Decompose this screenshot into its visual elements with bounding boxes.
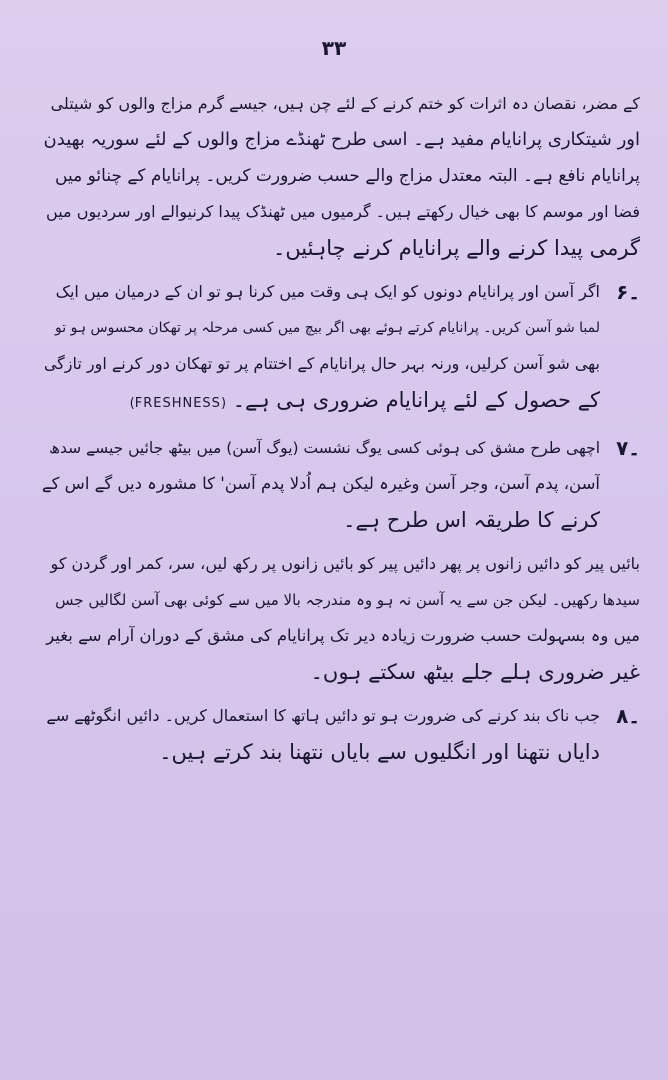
text-line: دایاں نتھنا اور انگلیوں سے بایاں نتھنا بند کرتے ہیں۔ bbox=[159, 740, 600, 764]
list-item-6 bbox=[40, 274, 640, 422]
text-line-freshness bbox=[40, 382, 600, 422]
page-number: ۳۳ bbox=[321, 36, 347, 60]
list-item-7 bbox=[40, 430, 640, 538]
freshness-english-term: (FRESHNESS) bbox=[129, 396, 227, 411]
text-line: اور شیتکاری پرانایام مفید ہے۔ اسی طرح ٹھنڈے مزاج والوں کے لئے سوریہ بھیدن bbox=[43, 129, 640, 150]
text-line: کرنے کا طریقہ اس طرح ہے۔ bbox=[343, 508, 600, 532]
list-item-8 bbox=[40, 698, 640, 770]
text-line: اچھی طرح مشق کی ہوئی کسی یوگ نشست (یوگ آسن) میں بیٹھ جائیں جیسے سدھ bbox=[49, 439, 600, 457]
text-line: آسن، پدم آسن، وجر آسن وغیرہ لیکن ہم اُدلا پدم آسن' کا مشورہ دیں گے اس کے bbox=[41, 474, 600, 493]
text-line: غیر ضروری ہلے جلے بیٹھ سکتے ہوں۔ bbox=[310, 660, 640, 684]
item-number: ۸۔ bbox=[616, 704, 640, 728]
text-line: اگر آسن اور پرانایام دونوں کو ایک ہی وقت میں کرنا ہو تو ان کے درمیان میں ایک bbox=[55, 282, 600, 301]
text-line: لمبا شو آسن کریں۔ پرانایام کرتے ہوئے بھی اگر بیچ میں کسی مرحلہ پر تھکان محسوس ہو تو bbox=[55, 320, 600, 336]
paragraph-posture bbox=[40, 546, 640, 690]
item-number: ۷۔ bbox=[616, 436, 640, 460]
text-line: جب ناک بند کرنے کی ضرورت ہو تو دائیں ہاتھ کا استعمال کریں۔ دائیں انگوٹھے سے bbox=[46, 706, 600, 725]
text-line: فضا اور موسم کا بھی خیال رکھتے ہیں۔ گرمیوں میں ٹھنڈک پیدا کرنیوالے اور سردیوں میں bbox=[46, 202, 640, 221]
page-body bbox=[40, 86, 640, 778]
text-line: پرانایام نافع ہے۔ البتہ معتدل مزاج والے حسب ضرورت کریں۔ پرانایام کے چنائو میں bbox=[55, 166, 640, 186]
text-line: بائیں پیر کو دائیں زانوں پر پھر دائیں پیر کو بائیں زانوں پر رکھ لیں، سر، کمر اور گردن کو bbox=[50, 554, 640, 573]
text-line: میں وہ بسہولت حسب ضرورت زیادہ دیر تک پرانایام کی مشق کے دوران آرام سے بغیر bbox=[46, 626, 640, 645]
paragraph-intro bbox=[40, 86, 640, 266]
text-line: سیدھا رکھیں۔ لیکن جن سے یہ آسن نہ ہو وہ مندرجہ بالا میں سے کوئی بھی آسن لگالیں جس bbox=[55, 591, 640, 609]
text-line: کے مضر، نقصان دہ اثرات کو ختم کرنے کے لئے چن ہیں، جیسے گرم مزاج والوں کو شیتلی bbox=[50, 94, 640, 113]
text-line: گرمی پیدا کرنے والے پرانایام کرنے چاہئیں۔ bbox=[273, 236, 640, 260]
item-number: ۶۔ bbox=[616, 280, 640, 304]
freshness-text: کے حصول کے لئے پرانایام ضروری ہی ہے۔ bbox=[232, 388, 600, 412]
text-line: بھی شو آسن کرلیں، ورنہ بہر حال پرانایام کے اختتام پر تو تھکان دور کرنے اور تازگی bbox=[43, 354, 600, 373]
